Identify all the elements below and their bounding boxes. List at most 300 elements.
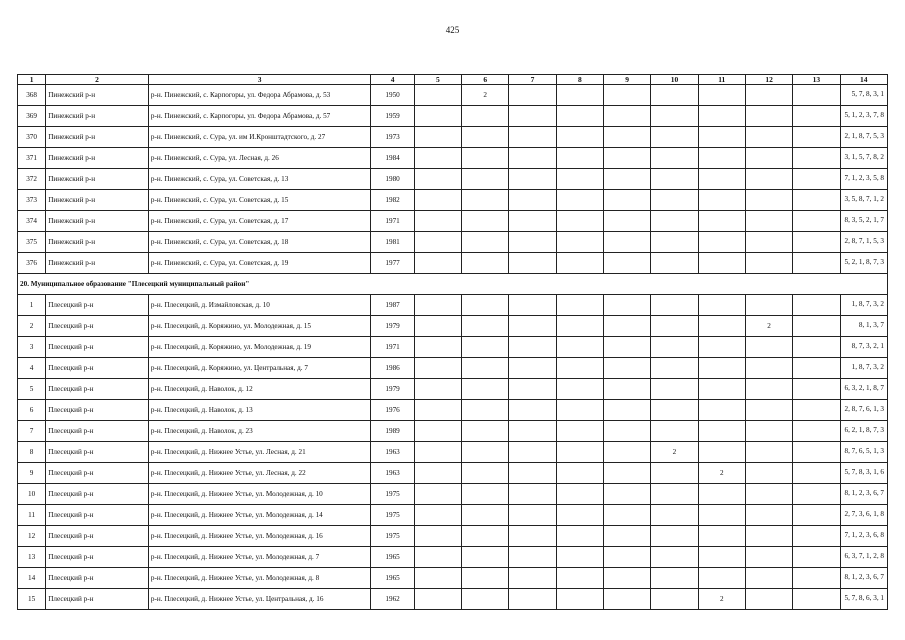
table-row: [18, 211, 888, 232]
col9-cell: [603, 106, 650, 127]
col12-cell: [745, 169, 792, 190]
col9-cell: [603, 547, 650, 568]
row-number: 6: [18, 400, 46, 421]
column-header: 13: [793, 75, 840, 85]
district-cell: Плесецкий р-н: [46, 568, 149, 589]
sequence-cell: 2, 8, 7, 6, 1, 3: [840, 400, 887, 421]
col5-cell: [414, 358, 461, 379]
district-cell: Плесецкий р-н: [46, 505, 149, 526]
sequence-cell: 5, 7, 8, 6, 3, 1: [840, 589, 887, 610]
table-row: [18, 127, 888, 148]
row-number: 13: [18, 547, 46, 568]
col9-cell: [603, 253, 650, 274]
address-cell: р-н. Плесецкий, д. Нижнее Устье, ул. Центральная, д. 16: [148, 589, 371, 610]
col7-cell: [509, 169, 556, 190]
col13-cell: [793, 106, 840, 127]
year-cell: 1984: [371, 148, 414, 169]
col13-cell: [793, 484, 840, 505]
col11-cell: [698, 316, 745, 337]
col5-cell: [414, 442, 461, 463]
col7-cell: [509, 526, 556, 547]
col7-cell: [509, 253, 556, 274]
year-cell: 1963: [371, 442, 414, 463]
year-cell: 1989: [371, 421, 414, 442]
column-header: 9: [603, 75, 650, 85]
col8-cell: [556, 253, 603, 274]
col11-cell: [698, 106, 745, 127]
col5-cell: [414, 589, 461, 610]
sequence-cell: 3, 5, 8, 7, 1, 2: [840, 190, 887, 211]
address-cell: р-н. Пинежский, с. Сура, ул. Советская, д. 13: [148, 169, 371, 190]
col7-cell: [509, 421, 556, 442]
year-cell: 1980: [371, 169, 414, 190]
year-cell: 1975: [371, 505, 414, 526]
district-cell: Плесецкий р-н: [46, 316, 149, 337]
col9-cell: [603, 358, 650, 379]
sequence-cell: 7, 1, 2, 3, 6, 8: [840, 526, 887, 547]
col7-cell: [509, 211, 556, 232]
row-number: 4: [18, 358, 46, 379]
address-cell: р-н. Плесецкий, д. Нижнее Устье, ул. Молодежная, д. 7: [148, 547, 371, 568]
year-cell: 1971: [371, 337, 414, 358]
column-header: 12: [745, 75, 792, 85]
district-cell: Пинежский р-н: [46, 232, 149, 253]
year-cell: 1971: [371, 211, 414, 232]
col9-cell: [603, 484, 650, 505]
col5-cell: [414, 421, 461, 442]
col9-cell: [603, 85, 650, 106]
col8-cell: [556, 337, 603, 358]
address-cell: р-н. Плесецкий, д. Нижнее Устье, ул. Молодежная, д. 10: [148, 484, 371, 505]
column-header: 10: [651, 75, 698, 85]
col6-cell: [462, 442, 509, 463]
col6-cell: [462, 316, 509, 337]
district-cell: Плесецкий р-н: [46, 547, 149, 568]
sequence-cell: 2, 7, 3, 6, 1, 8: [840, 505, 887, 526]
col10-cell: 2: [651, 442, 698, 463]
row-number: 376: [18, 253, 46, 274]
table-row: [18, 295, 888, 316]
year-cell: 1965: [371, 568, 414, 589]
table-row: [18, 589, 888, 610]
col9-cell: [603, 526, 650, 547]
col11-cell: [698, 505, 745, 526]
row-number: 12: [18, 526, 46, 547]
col10-cell: [651, 211, 698, 232]
col12-cell: [745, 253, 792, 274]
address-cell: р-н. Пинежский, с. Сура, ул. Лесная, д. 26: [148, 148, 371, 169]
col11-cell: [698, 484, 745, 505]
year-cell: 1975: [371, 526, 414, 547]
col7-cell: [509, 589, 556, 610]
section-title: 20. Муниципальное образование "Плесецкий муниципальный район": [18, 274, 888, 295]
column-header: 1: [18, 75, 46, 85]
address-cell: р-н. Плесецкий, д. Измайловская, д. 10: [148, 295, 371, 316]
row-number: 374: [18, 211, 46, 232]
col6-cell: [462, 379, 509, 400]
col13-cell: [793, 295, 840, 316]
col12-cell: [745, 463, 792, 484]
sequence-cell: 6, 2, 1, 8, 7, 3: [840, 421, 887, 442]
district-cell: Пинежский р-н: [46, 211, 149, 232]
row-number: 2: [18, 316, 46, 337]
sequence-cell: 2, 8, 7, 1, 5, 3: [840, 232, 887, 253]
district-cell: Пинежский р-н: [46, 169, 149, 190]
district-cell: Плесецкий р-н: [46, 295, 149, 316]
row-number: 11: [18, 505, 46, 526]
col11-cell: [698, 421, 745, 442]
col12-cell: [745, 358, 792, 379]
col8-cell: [556, 169, 603, 190]
address-cell: р-н. Плесецкий, д. Нижнее Устье, ул. Молодежная, д. 16: [148, 526, 371, 547]
col11-cell: [698, 568, 745, 589]
col8-cell: [556, 589, 603, 610]
address-cell: р-н. Пинежский, с. Карпогоры, ул. Федора Абрамова, д. 53: [148, 85, 371, 106]
district-cell: Плесецкий р-н: [46, 589, 149, 610]
address-cell: р-н. Плесецкий, д. Наволок, д. 12: [148, 379, 371, 400]
row-number: 368: [18, 85, 46, 106]
sequence-cell: 1, 8, 7, 3, 2: [840, 358, 887, 379]
col12-cell: [745, 148, 792, 169]
sequence-cell: 8, 1, 2, 3, 6, 7: [840, 484, 887, 505]
col11-cell: 2: [698, 463, 745, 484]
table-row: [18, 400, 888, 421]
sequence-cell: 8, 7, 3, 2, 1: [840, 337, 887, 358]
col10-cell: [651, 106, 698, 127]
year-cell: 1976: [371, 400, 414, 421]
col9-cell: [603, 379, 650, 400]
col7-cell: [509, 505, 556, 526]
col10-cell: [651, 358, 698, 379]
col8-cell: [556, 232, 603, 253]
col5-cell: [414, 316, 461, 337]
col13-cell: [793, 400, 840, 421]
col6-cell: [462, 463, 509, 484]
district-cell: Плесецкий р-н: [46, 337, 149, 358]
col7-cell: [509, 316, 556, 337]
col10-cell: [651, 190, 698, 211]
year-cell: 1959: [371, 106, 414, 127]
col8-cell: [556, 190, 603, 211]
table-row: [18, 547, 888, 568]
column-header: 6: [462, 75, 509, 85]
col5-cell: [414, 400, 461, 421]
col12-cell: [745, 295, 792, 316]
col8-cell: [556, 358, 603, 379]
col7-cell: [509, 484, 556, 505]
col12-cell: [745, 400, 792, 421]
table-row: [18, 253, 888, 274]
col13-cell: [793, 127, 840, 148]
col9-cell: [603, 568, 650, 589]
col8-cell: [556, 421, 603, 442]
row-number: 15: [18, 589, 46, 610]
col5-cell: [414, 505, 461, 526]
district-cell: Плесецкий р-н: [46, 379, 149, 400]
col6-cell: [462, 127, 509, 148]
col10-cell: [651, 85, 698, 106]
year-cell: 1963: [371, 463, 414, 484]
col12-cell: 2: [745, 316, 792, 337]
col8-cell: [556, 568, 603, 589]
district-cell: Плесецкий р-н: [46, 400, 149, 421]
address-cell: р-н. Плесецкий, д. Нижнее Устье, ул. Молодежная, д. 8: [148, 568, 371, 589]
col11-cell: [698, 127, 745, 148]
col10-cell: [651, 316, 698, 337]
col10-cell: [651, 505, 698, 526]
col8-cell: [556, 211, 603, 232]
row-number: 8: [18, 442, 46, 463]
col5-cell: [414, 484, 461, 505]
address-cell: р-н. Плесецкий, д. Коряжино, ул. Молодежная, д. 15: [148, 316, 371, 337]
col5-cell: [414, 85, 461, 106]
row-number: 1: [18, 295, 46, 316]
col10-cell: [651, 148, 698, 169]
col6-cell: [462, 337, 509, 358]
col12-cell: [745, 190, 792, 211]
col7-cell: [509, 190, 556, 211]
year-cell: 1950: [371, 85, 414, 106]
col13-cell: [793, 253, 840, 274]
row-number: 9: [18, 463, 46, 484]
col7-cell: [509, 85, 556, 106]
col7-cell: [509, 358, 556, 379]
col10-cell: [651, 526, 698, 547]
col12-cell: [745, 106, 792, 127]
col5-cell: [414, 148, 461, 169]
column-header: 3: [148, 75, 371, 85]
sequence-cell: 5, 1, 2, 3, 7, 8: [840, 106, 887, 127]
col11-cell: [698, 526, 745, 547]
col7-cell: [509, 568, 556, 589]
col11-cell: 2: [698, 589, 745, 610]
col10-cell: [651, 400, 698, 421]
col11-cell: [698, 253, 745, 274]
col5-cell: [414, 295, 461, 316]
col9-cell: [603, 337, 650, 358]
table-row: [18, 463, 888, 484]
col6-cell: [462, 589, 509, 610]
table-row: [18, 190, 888, 211]
column-header: 11: [698, 75, 745, 85]
col5-cell: [414, 526, 461, 547]
col6-cell: [462, 505, 509, 526]
col8-cell: [556, 148, 603, 169]
year-cell: 1975: [371, 484, 414, 505]
col6-cell: 2: [462, 85, 509, 106]
district-cell: Пинежский р-н: [46, 85, 149, 106]
col5-cell: [414, 211, 461, 232]
col7-cell: [509, 547, 556, 568]
col12-cell: [745, 505, 792, 526]
row-number: 371: [18, 148, 46, 169]
district-cell: Пинежский р-н: [46, 127, 149, 148]
district-cell: Плесецкий р-н: [46, 358, 149, 379]
col10-cell: [651, 337, 698, 358]
col10-cell: [651, 169, 698, 190]
table-row: [18, 505, 888, 526]
sequence-cell: 7, 1, 2, 3, 5, 8: [840, 169, 887, 190]
col10-cell: [651, 253, 698, 274]
address-cell: р-н. Пинежский, с. Сура, ул. Советская, д. 17: [148, 211, 371, 232]
year-cell: 1977: [371, 253, 414, 274]
col13-cell: [793, 169, 840, 190]
col12-cell: [745, 379, 792, 400]
col13-cell: [793, 463, 840, 484]
col13-cell: [793, 190, 840, 211]
col6-cell: [462, 526, 509, 547]
table-row: [18, 169, 888, 190]
year-cell: 1962: [371, 589, 414, 610]
address-cell: р-н. Пинежский, с. Сура, ул. Советская, д. 15: [148, 190, 371, 211]
sequence-cell: 6, 3, 2, 1, 8, 7: [840, 379, 887, 400]
col6-cell: [462, 106, 509, 127]
col7-cell: [509, 148, 556, 169]
col7-cell: [509, 379, 556, 400]
col11-cell: [698, 211, 745, 232]
col13-cell: [793, 337, 840, 358]
district-cell: Плесецкий р-н: [46, 526, 149, 547]
col10-cell: [651, 232, 698, 253]
table-row: [18, 148, 888, 169]
address-cell: р-н. Плесецкий, д. Коряжино, ул. Центральная, д. 7: [148, 358, 371, 379]
col9-cell: [603, 442, 650, 463]
sequence-cell: 5, 7, 8, 3, 1: [840, 85, 887, 106]
page-number: 425: [445, 25, 460, 35]
col11-cell: [698, 148, 745, 169]
table-row: [18, 316, 888, 337]
col11-cell: [698, 547, 745, 568]
col13-cell: [793, 442, 840, 463]
sequence-cell: 2, 1, 8, 7, 5, 3: [840, 127, 887, 148]
table-row: [18, 358, 888, 379]
col13-cell: [793, 547, 840, 568]
address-cell: р-н. Плесецкий, д. Наволок, д. 13: [148, 400, 371, 421]
col6-cell: [462, 400, 509, 421]
sequence-cell: 5, 2, 1, 8, 7, 3: [840, 253, 887, 274]
column-header: 14: [840, 75, 887, 85]
col6-cell: [462, 211, 509, 232]
col6-cell: [462, 295, 509, 316]
row-number: 373: [18, 190, 46, 211]
col11-cell: [698, 190, 745, 211]
table-row: [18, 421, 888, 442]
col10-cell: [651, 421, 698, 442]
address-cell: р-н. Пинежский, с. Сура, ул. Советская, д. 18: [148, 232, 371, 253]
col5-cell: [414, 253, 461, 274]
row-number: 3: [18, 337, 46, 358]
address-cell: р-н. Пинежский, с. Сура, ул. им И.Кронштадтского, д. 27: [148, 127, 371, 148]
col8-cell: [556, 316, 603, 337]
section-row: [18, 274, 888, 295]
col6-cell: [462, 484, 509, 505]
col7-cell: [509, 463, 556, 484]
col8-cell: [556, 295, 603, 316]
col5-cell: [414, 379, 461, 400]
col6-cell: [462, 190, 509, 211]
col6-cell: [462, 148, 509, 169]
sequence-cell: 1, 8, 7, 3, 2: [840, 295, 887, 316]
col11-cell: [698, 442, 745, 463]
year-cell: 1965: [371, 547, 414, 568]
col11-cell: [698, 85, 745, 106]
col11-cell: [698, 400, 745, 421]
col11-cell: [698, 232, 745, 253]
sequence-cell: 8, 1, 2, 3, 6, 7: [840, 568, 887, 589]
year-cell: 1986: [371, 358, 414, 379]
table-row: [18, 526, 888, 547]
col10-cell: [651, 568, 698, 589]
col12-cell: [745, 232, 792, 253]
col13-cell: [793, 505, 840, 526]
col9-cell: [603, 421, 650, 442]
col9-cell: [603, 295, 650, 316]
col6-cell: [462, 547, 509, 568]
sequence-cell: 8, 1, 3, 7: [840, 316, 887, 337]
col13-cell: [793, 211, 840, 232]
row-number: 5: [18, 379, 46, 400]
year-cell: 1973: [371, 127, 414, 148]
column-header: 8: [556, 75, 603, 85]
col7-cell: [509, 337, 556, 358]
col8-cell: [556, 400, 603, 421]
col11-cell: [698, 169, 745, 190]
column-header: 4: [371, 75, 414, 85]
column-header: 5: [414, 75, 461, 85]
table-header: [18, 75, 888, 85]
col12-cell: [745, 568, 792, 589]
sequence-cell: 8, 7, 6, 5, 1, 3: [840, 442, 887, 463]
table-row: [18, 85, 888, 106]
col6-cell: [462, 358, 509, 379]
col13-cell: [793, 85, 840, 106]
col12-cell: [745, 589, 792, 610]
row-number: 369: [18, 106, 46, 127]
district-cell: Пинежский р-н: [46, 106, 149, 127]
table-row: [18, 484, 888, 505]
district-cell: Плесецкий р-н: [46, 442, 149, 463]
col12-cell: [745, 211, 792, 232]
district-cell: Пинежский р-н: [46, 190, 149, 211]
table-row: [18, 568, 888, 589]
col13-cell: [793, 421, 840, 442]
col10-cell: [651, 127, 698, 148]
column-header: 7: [509, 75, 556, 85]
address-cell: р-н. Плесецкий, д. Нижнее Устье, ул. Лесная, д. 22: [148, 463, 371, 484]
year-cell: 1982: [371, 190, 414, 211]
col12-cell: [745, 421, 792, 442]
col8-cell: [556, 463, 603, 484]
col11-cell: [698, 379, 745, 400]
sequence-cell: 3, 1, 5, 7, 8, 2: [840, 148, 887, 169]
column-header: 2: [46, 75, 149, 85]
address-cell: р-н. Плесецкий, д. Наволок, д. 23: [148, 421, 371, 442]
col12-cell: [745, 442, 792, 463]
col9-cell: [603, 127, 650, 148]
col13-cell: [793, 232, 840, 253]
district-cell: Пинежский р-н: [46, 148, 149, 169]
col11-cell: [698, 358, 745, 379]
table-body: [18, 85, 888, 610]
year-cell: 1987: [371, 295, 414, 316]
col9-cell: [603, 232, 650, 253]
col10-cell: [651, 295, 698, 316]
col10-cell: [651, 589, 698, 610]
col8-cell: [556, 484, 603, 505]
col5-cell: [414, 232, 461, 253]
col6-cell: [462, 232, 509, 253]
col12-cell: [745, 85, 792, 106]
